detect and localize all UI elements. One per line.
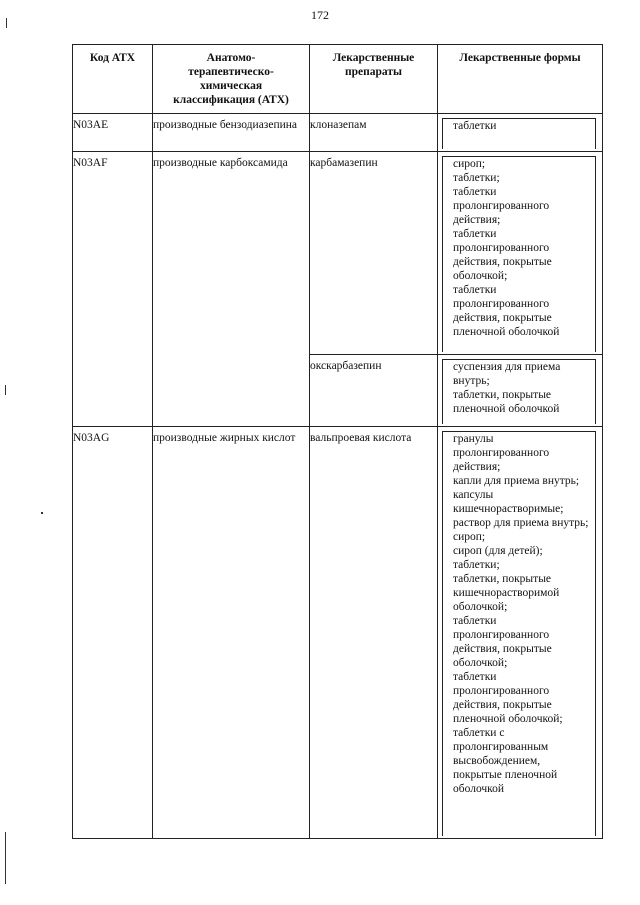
- edge-mark-1: [6, 18, 7, 28]
- drug-name: карбамазепин: [310, 152, 438, 355]
- drug-forms: [438, 355, 603, 427]
- row-code: N03AG: [73, 427, 153, 839]
- list-item: таблетки пролонгированного действия, покрытые пленочной оболочкой;: [453, 671, 563, 725]
- list-item: таблетки пролонгированного действия;: [453, 186, 550, 226]
- atx-table: [72, 44, 603, 839]
- list-item: таблетки, покрытые пленочной оболочкой: [453, 389, 560, 415]
- list-item: сироп;: [453, 158, 486, 170]
- row-classification: производные жирных кислот: [153, 427, 310, 839]
- list-item: раствор для приема внутрь;: [453, 517, 589, 529]
- drug-name: окскарбазепин: [310, 355, 438, 427]
- edge-mark-3: [41, 512, 43, 514]
- list-item: таблетки;: [453, 559, 500, 571]
- row-code: N03AF: [73, 152, 153, 427]
- drug-name: клоназепам: [310, 114, 438, 152]
- header-drugs: Лекарственные препараты: [310, 45, 438, 114]
- page-number: 172: [311, 8, 329, 22]
- drug-forms: [438, 114, 603, 152]
- row-code: N03AE: [73, 114, 153, 152]
- header-classification: Анатомо-терапевтическо-химическая классификация (АТХ): [153, 45, 310, 114]
- row-classification: производные карбоксамида: [153, 152, 310, 427]
- list-item: таблетки пролонгированного действия, покрытые оболочкой;: [453, 615, 552, 669]
- drug-forms: [438, 427, 603, 839]
- drug-name: вальпроевая кислота: [310, 427, 438, 839]
- edge-mark-2: [5, 385, 6, 395]
- list-item: таблетки пролонгированного действия, покрытые пленочной оболочкой: [453, 284, 560, 338]
- list-item: сироп (для детей);: [453, 545, 543, 557]
- table-header-row: [73, 45, 603, 114]
- header-code: Код АТХ: [73, 45, 153, 114]
- list-item: сироп;: [453, 531, 486, 543]
- list-item: капсулы кишечнорастворимые;: [453, 489, 564, 515]
- table-row: [73, 427, 603, 839]
- drug-forms: [438, 152, 603, 355]
- list-item: таблетки с пролонгированным высвобождением, покрытые пленочной оболочкой: [453, 727, 558, 795]
- table-row: [73, 152, 603, 355]
- list-item: суспензия для приема внутрь;: [453, 361, 561, 387]
- list-item: капли для приема внутрь;: [453, 475, 580, 487]
- header-forms: Лекарственные формы: [438, 45, 603, 114]
- edge-mark-4: [5, 832, 6, 884]
- row-classification: производные бензодиазепина: [153, 114, 310, 152]
- list-item: таблетки, покрытые кишечнорастворимой оболочкой;: [453, 573, 560, 613]
- table-row: [73, 114, 603, 152]
- list-item: таблетки пролонгированного действия, покрытые оболочкой;: [453, 228, 552, 282]
- list-item: таблетки: [453, 120, 497, 132]
- list-item: таблетки;: [453, 172, 500, 184]
- list-item: гранулы пролонгированного действия;: [453, 433, 550, 473]
